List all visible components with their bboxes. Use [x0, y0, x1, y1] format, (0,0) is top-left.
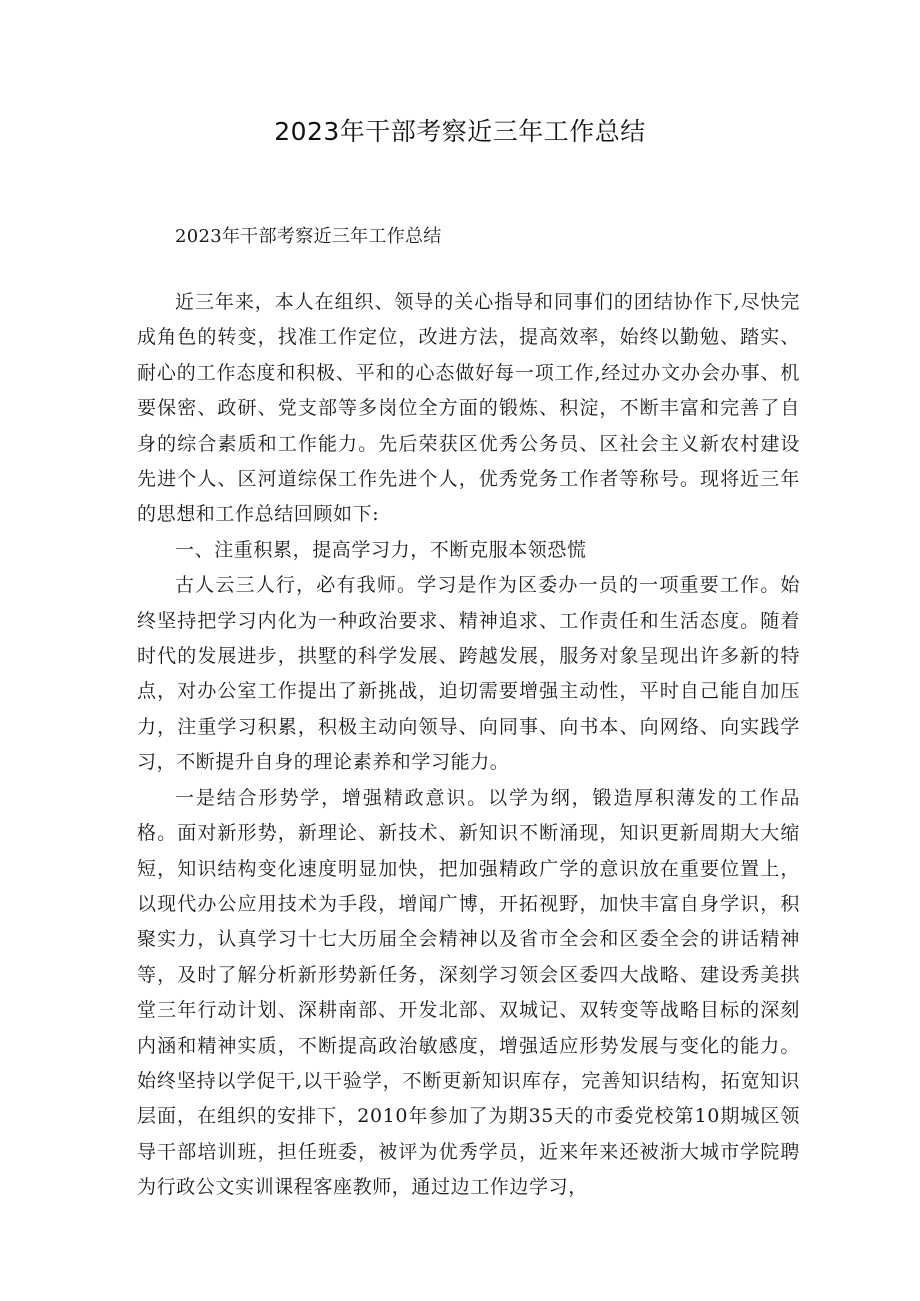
document-subtitle: 2023年干部考察近三年工作总结	[175, 226, 442, 247]
section-heading-1: 一、注重积累，提高学习力，不断克服本领恐慌	[175, 538, 587, 561]
paragraph-learning: 古人云三人行，必有我师。学习是作为区委办一员的一项重要工作。始终坚持把学习内化为一种政治要求、精神追求、工作责任和生活态度。随着时代的发展进步，拱墅的科学发展、跨越发展，服务对象呈现出许多新的特点，对办公室工作提出了新挑战，迫切需要增强主动性，平时自己能自加压力，注重学习积累，积极主动向领导、向同事、向书本、向网络、向实践学习，不断提升自身的理论素养和学习能力。	[137, 574, 800, 774]
paragraph-intro: 近三年来，本人在组织、领导的关心指导和同事们的团结协作下,尽快完成角色的转变，找准工作定位，改进方法，提高效率，始终以勤勉、踏实、耐心的工作态度和积极、平和的心态做好每一项工作,经过办文办会办事、机要保密、政研、党支部等多岗位全方面的锻炼、积淀，不断丰富和完善了自身的综合素质和工作能力。先后荣获区优秀公务员、区社会主义新农村建设先进个人、区河道综保工作先进个人，优秀党务工作者等称号。现将近三年的思想和工作总结回顾如下:	[137, 291, 800, 526]
document-body	[137, 222, 800, 1206]
document-title: 2023年干部考察近三年工作总结	[274, 117, 646, 146]
paragraph-point-1: 一是结合形势学，增强精政意识。以学为纲，锻造厚积薄发的工作品格。面对新形势，新理论、新技术、新知识不断涌现，知识更新周期大大缩短，知识结构变化速度明显加快，把加强精政广学的意识放在重要位置上，以现代办公应用技术为手段，增闻广博，开拓视野，加快丰富自身学识，积聚实力，认真学习十七大历届全会精神以及省市全会和区委全会的讲话精神等，及时了解分析新形势新任务，深刻学习领会区委四大战略、建设秀美拱堂三年行动计划、深耕南部、开发北部、双城记、双转变等战略目标的深刻内涵和精神实质，不断提高政治敏感度，增强适应形势发展与变化的能力。始终坚持以学促干,以干验学，不断更新知识库存，完善知识结构，拓宽知识层面，在组织的安排下，2010年参加了为期35天的市委党校第10期城区领导干部培训班，担任班委，被评为优秀学员，近来年来还被浙大城市学院聘为行政公文实训课程客座教师，通过边工作边学习，	[137, 786, 800, 1199]
